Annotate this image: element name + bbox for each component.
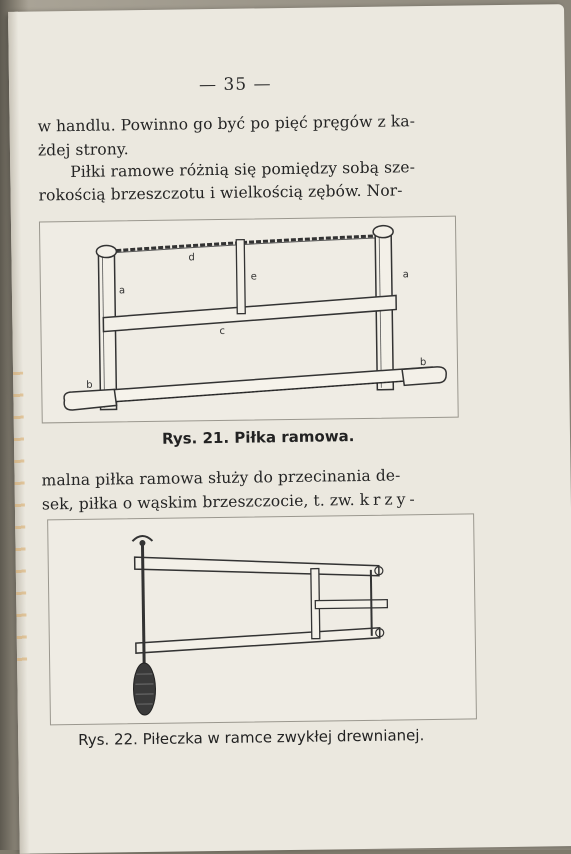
page-number: — 35 — <box>198 74 272 96</box>
paragraph-line: w handlu. Powinno go być po pięć pręgów z ka- <box>37 112 416 136</box>
paragraph-line: żdej strony. <box>37 140 129 160</box>
paragraph-line: malna piłka ramowa służy do przecinania de- <box>41 466 401 490</box>
label-b-right: b <box>419 357 427 369</box>
paragraph-line <box>42 490 419 513</box>
paragraph-line: rokością brzeszczotu i wielkością zębów. Nor- <box>38 181 403 205</box>
label-a-right: a <box>402 269 409 281</box>
figure-21-frame-saw <box>39 216 459 424</box>
figure-22-small-frame-saw <box>47 513 477 725</box>
frame-saw-illustration <box>40 217 458 423</box>
book-page <box>8 4 571 854</box>
small-frame-saw-illustration <box>48 514 476 724</box>
label-a-left: a <box>118 285 126 297</box>
paragraph-line-prefix: sek, piłka o wąskim brzeszczocie, t. zw. <box>41 491 360 514</box>
label-b-left: b <box>86 379 93 391</box>
figure-21-caption: Rys. 21. Piłka ramowa. <box>161 427 355 448</box>
figure-22-caption: Rys. 22. Piłeczka w ramce zwykłej drewnianej. <box>78 726 425 749</box>
label-e: e <box>250 271 257 283</box>
spaced-word: krzy- <box>359 490 419 510</box>
label-d: d <box>188 252 195 264</box>
paragraph-line: Piłki ramowe różnią się pomiędzy sobą sze- <box>70 158 416 182</box>
label-c: c <box>219 325 226 337</box>
